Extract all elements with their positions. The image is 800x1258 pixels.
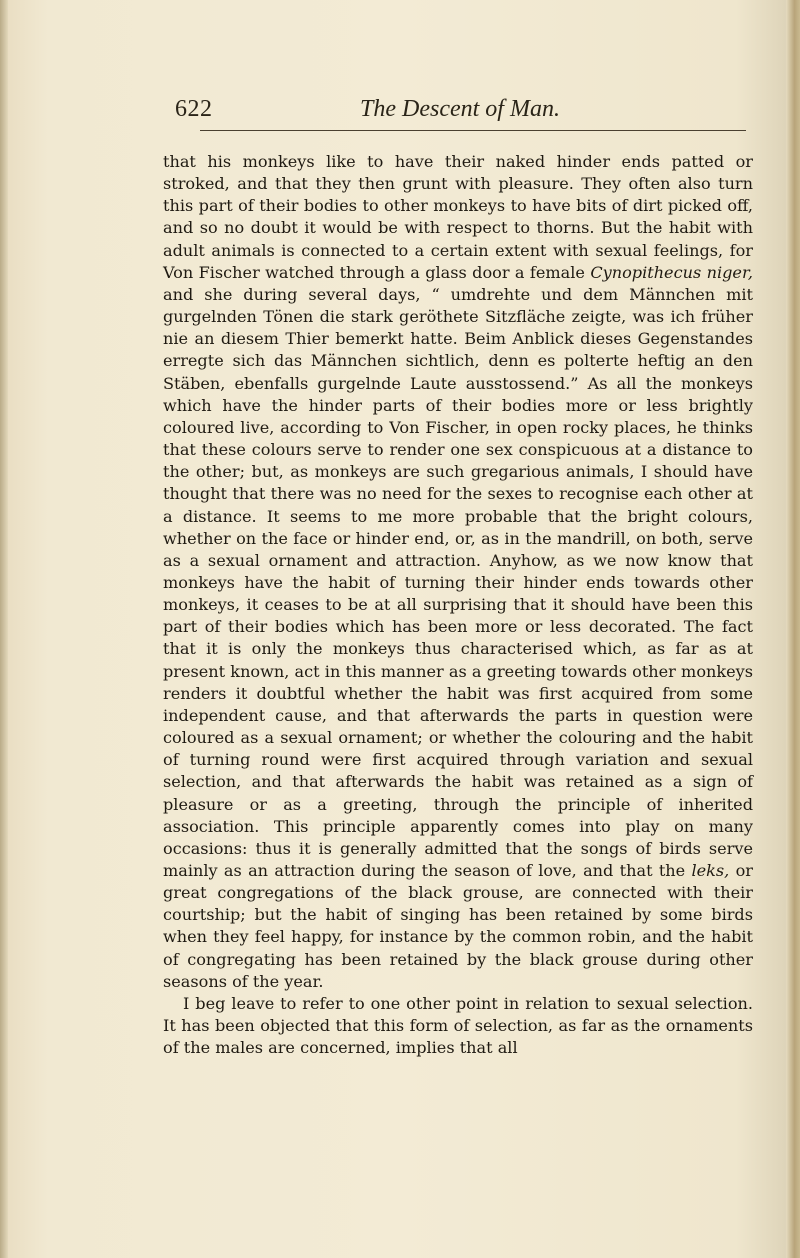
species-name: Cynopithecus niger, (590, 262, 753, 282)
paragraph-2 (163, 993, 753, 1059)
text-segment: or great congregations of the black grouse, are connected with their courtship; but the habit of singing has been retained by some birds when they feel happy, for instance by the common robin, and the habit of congregating has been retained by the black grouse during other seasons of the year. (163, 861, 753, 991)
body-text (163, 151, 753, 1059)
header-rule (200, 130, 746, 131)
page-header (165, 92, 745, 132)
text-segment: that his monkeys like to have their naked hinder ends patted or stroked, and that they then grunt with pleasure. They often also turn this part of their bodies to other monkeys to have bits of dirt picked off, and so no doubt it would be with respect to thorns. But the habit with adult animals is connected to a certain extent with sexual feelings, for Von Fischer watched through a glass door a female (163, 152, 753, 282)
page-right-edge (786, 0, 800, 1258)
paragraph-1 (163, 151, 753, 993)
text-segment: I beg leave to refer to one other point in relation to sexual selection. It has been objected that this form of selection, as far as the ornaments of the males are concerned, implies that all (163, 993, 753, 1058)
running-title: The Descent of Man. (360, 96, 560, 122)
text-segment: and she during several days, “ umdrehte und dem Männchen mit gurgelnden Tönen die stark geröthete Sitzfläche zeigte, was ich früher nie an diesem Thier bemerkt hatte. Beim Anblick dieses Gegenstandes erregte sich das Männchen sichtlich, denn es polterte heftig an den Stäben, ebenfalls gurgelnde Laute ausstossend.” As all the monkeys which have the hinder parts of their bodies more or less brightly coloured live, according to Von Fischer, in open rocky places, he thinks that these colours serve to render one sex conspicuous at a distance to the other; but, as monkeys are such gregarious animals, I should have thought that there was no need for the sexes to recognise each other at a distance. It seems to me more probable that the bright colours, whether on the face or hinder end, or, as in the mandrill, on both, serve as a sexual ornament and attraction. Anyhow, as we now know that monkeys have the habit of turning their hinder ends towards other monkeys, it ceases to be at all surprising that it should have been this part of their bodies which has been more or less decorated. The fact that it is only the monkeys thus characterised which, as far as at present known, act in this manner as a greeting towards other monkeys renders it doubtful whether the habit was first acquired from some independent cause, and that afterwards the parts in question were coloured as a sexual ornament; or whether the colouring and the habit of turning round were first acquired through variation and sexual selection, and that afterwards the habit was retained as a sign of pleasure or as a greeting, through the principle of inherited association. This principle apparently comes into play on many occasions: thus it is generally admitted that the songs of birds serve mainly as an attraction during the season of love, and that the (163, 284, 753, 880)
page-left-edge (0, 0, 8, 1258)
term-leks: leks, (691, 861, 730, 880)
page-number: 622 (175, 96, 213, 122)
